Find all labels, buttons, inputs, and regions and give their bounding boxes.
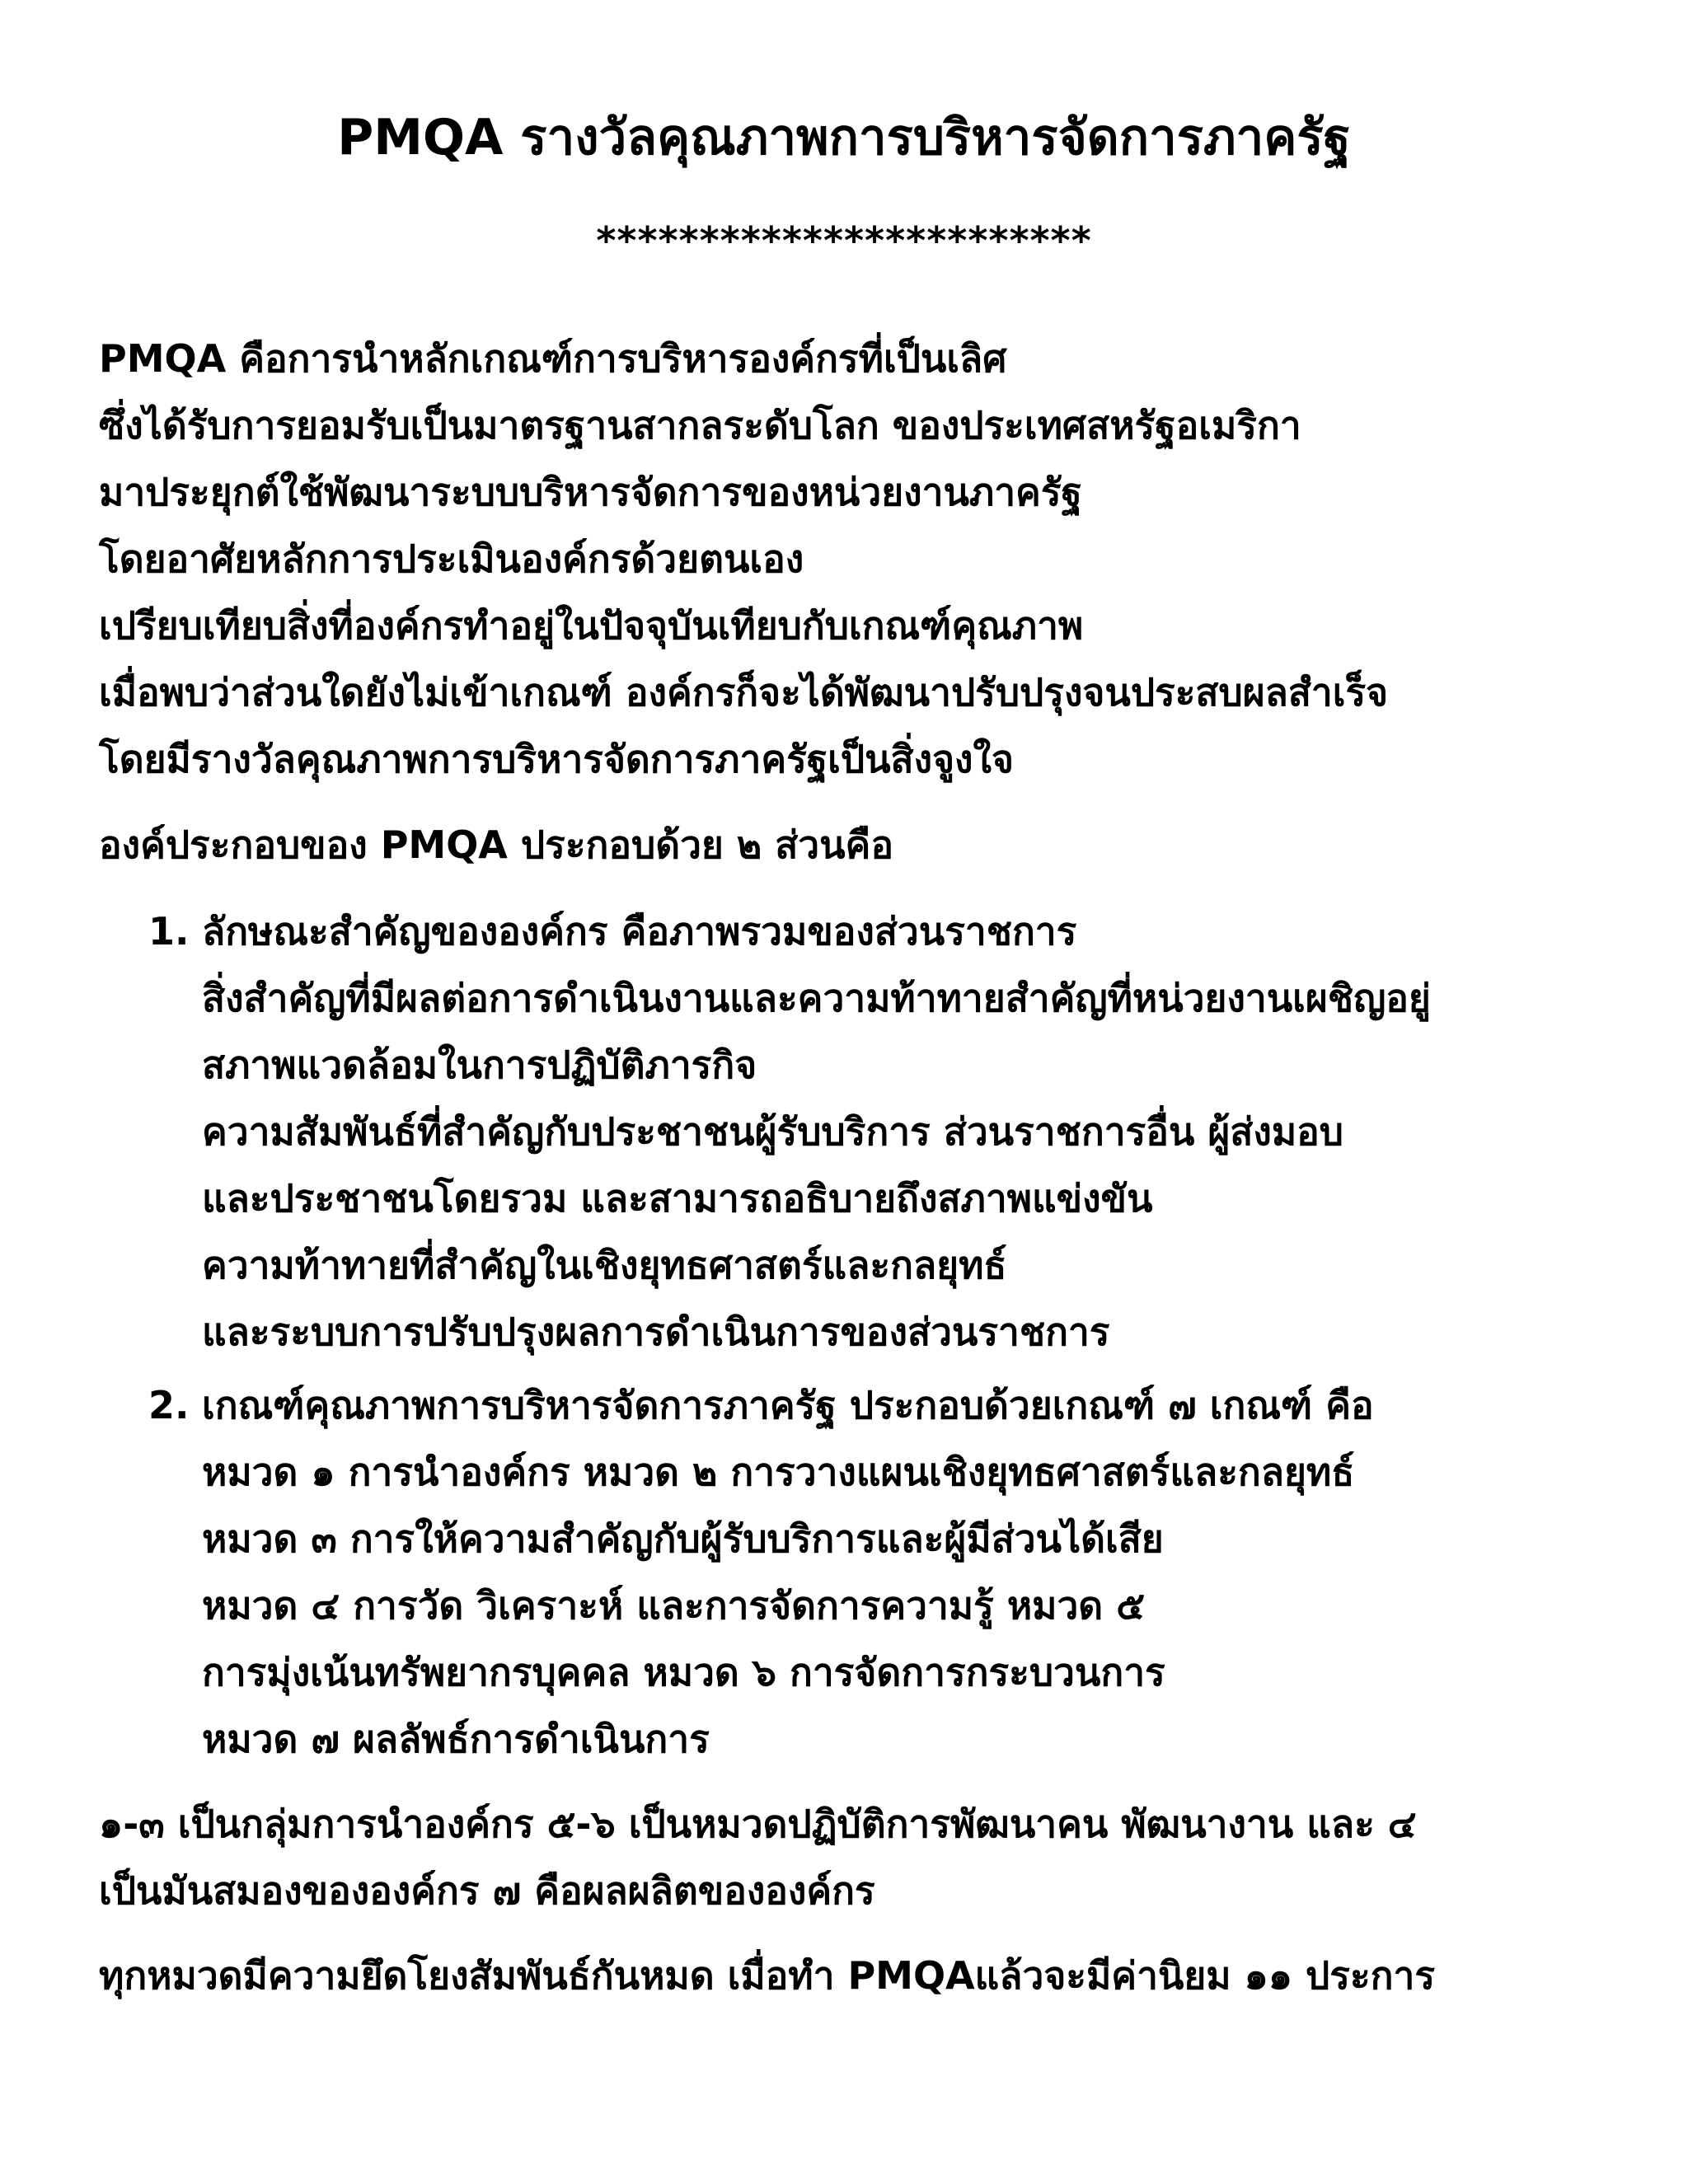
list-item-number: 2. — [148, 1383, 190, 1427]
list-item-line: เกณฑ์คุณภาพการบริหารจัดการภาครัฐ ประกอบด้วยเกณฑ์ ๗ เกณฑ์ คือ — [202, 1383, 1374, 1427]
list-item-line: หมวด ๗ ผลลัพธ์การดำเนินการ — [202, 1717, 710, 1761]
components-heading: องค์ประกอบของ PMQA ประกอบด้วย ๒ ส่วนคือ — [99, 823, 893, 867]
list-item-line: และระบบการปรับปรุงผลการดำเนินการของส่วนราชการ — [202, 1310, 1110, 1354]
list-item-line: หมวด ๔ การวัด วิเคราะห์ และการจัดการความรู้ หมวด ๕ — [202, 1583, 1146, 1628]
list-item-line: ลักษณะสำคัญขององค์กร คือภาพรวมของส่วนราชการ — [202, 909, 1077, 954]
list-item-line: สิ่งสำคัญที่มีผลต่อการดำเนินงานและความท้าทายสำคัญที่หน่วยงานเผชิญอยู่ — [202, 976, 1431, 1020]
intro-line: มาประยุกต์ใช้พัฒนาระบบบริหารจัดการของหน่วยงานภาครัฐ — [99, 470, 1082, 514]
intro-line: โดยมีรางวัลคุณภาพการบริหารจัดการภาครัฐเป็นสิ่งจูงใจ — [99, 737, 1014, 781]
list-item-line: สภาพแวดล้อมในการปฏิบัติภารกิจ — [202, 1043, 757, 1087]
list-item-line: ความสัมพันธ์ที่สำคัญกับประชาชนผู้รับบริการ ส่วนราชการอื่น ผู้ส่งมอบ — [202, 1109, 1343, 1154]
intro-line: โดยอาศัยหลักการประเมินองค์กรด้วยตนเอง — [99, 537, 804, 581]
list-item-line: การมุ่งเน้นทรัพยากรบุคคล หมวด ๖ การจัดการกระบวนการ — [202, 1650, 1165, 1694]
summary-line: ๑-๓ เป็นกลุ่มการนำองค์กร ๕-๖ เป็นหมวดปฏิบัติการพัฒนาคน พัฒนางาน และ ๔ — [99, 1802, 1417, 1846]
separator-line: ************************ — [596, 218, 1092, 263]
list-item-line: หมวด ๓ การให้ความสำคัญกับผู้รับบริการและผู้มีส่วนได้เสีย — [202, 1516, 1164, 1561]
closing-line: ทุกหมวดมีความยึดโยงสัมพันธ์กันหมด เมื่อทำ PMQAแล้วจะมีค่านิยม ๑๑ ประการ — [99, 1953, 1436, 1998]
list-item-number: 1. — [148, 909, 190, 954]
summary-line: เป็นมันสมองขององค์กร ๗ คือผลผลิตขององค์กร — [99, 1868, 875, 1913]
document-title: PMQA รางวัลคุณภาพการบริหารจัดการภาครัฐ — [337, 109, 1351, 166]
intro-line: เปรียบเทียบสิ่งที่องค์กรทำอยู่ในปัจจุบันเทียบกับเกณฑ์คุณภาพ — [99, 603, 1084, 648]
intro-line: PMQA คือการนำหลักเกณฑ์การบริหารองค์กรที่เป็นเลิศ — [99, 336, 1007, 381]
list-item-line: และประชาชนโดยรวม และสามารถอธิบายถึงสภาพแข่งขัน — [202, 1176, 1153, 1221]
intro-line: เมื่อพบว่าส่วนใดยังไม่เข้าเกณฑ์ องค์กรก็จะได้พัฒนาปรับปรุงจนประสบผลสำเร็จ — [99, 670, 1389, 715]
list-item-line: ความท้าทายที่สำคัญในเชิงยุทธศาสตร์และกลยุทธ์ — [202, 1243, 1007, 1287]
intro-line: ซึ่งได้รับการยอมรับเป็นมาตรฐานสากลระดับโลก ของประเทศสหรัฐอเมริกา — [99, 403, 1301, 448]
list-item-line: หมวด ๑ การนำองค์กร หมวด ๒ การวางแผนเชิงยุทธศาสตร์และกลยุทธ์ — [202, 1450, 1355, 1494]
